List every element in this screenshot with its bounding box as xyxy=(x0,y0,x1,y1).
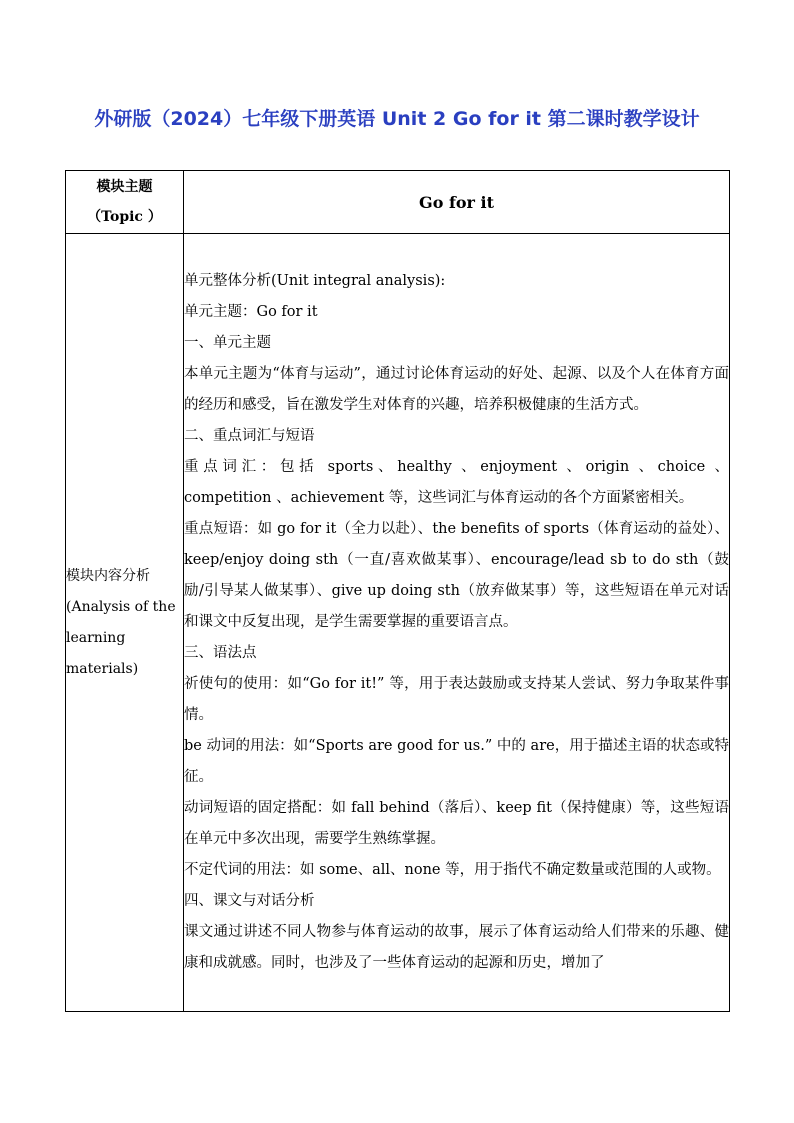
vocabulary-paragraph: 重点词汇：包括 sports、healthy 、enjoyment 、origin 、choice 、competition 、achievement 等，这些词汇与体育运动的各个方面紧密相关。 xyxy=(184,459,729,506)
analysis-heading: 单元整体分析(Unit integral analysis): xyxy=(184,273,446,289)
analysis-label-en-1: (Analysis of the xyxy=(66,598,176,615)
text-analysis-paragraph: 课文通过讲述不同人物参与体育运动的故事，展示了体育运动给人们带来的乐趣、健康和成就感。同时，也涉及了一些体育运动的起源和历史，增加了 xyxy=(184,924,729,971)
grammar-be-verb: be 动词的用法：如“Sports are good for us.” 中的 are，用于描述主语的状态或特征。 xyxy=(184,738,729,785)
topic-value: Go for it xyxy=(184,171,730,234)
topic-label-cell xyxy=(66,171,184,234)
unit-theme-line: 单元主题：Go for it xyxy=(184,304,318,320)
topic-row xyxy=(66,171,730,234)
analysis-label-en-3: materials) xyxy=(66,660,139,677)
phrases-paragraph: 重点短语：如 go for it（全力以赴）、the benefits of sports（体育运动的益处）、keep/enjoy doing sth（一直/喜欢做某事）、encourage/lead sb to do sth（鼓励/引导某人做某事）、give up doing sth（放弃做某事）等，这些短语在单元对话和课文中反复出现，是学生需要掌握的重要语言点。 xyxy=(184,521,729,630)
grammar-indefinite-pronouns: 不定代词的用法：如 some、all、none 等，用于指代不确定数量或范围的人或物。 xyxy=(184,862,721,878)
section-heading-grammar: 三、语法点 xyxy=(184,645,257,661)
analysis-row xyxy=(66,234,730,1012)
analysis-label-en-2: learning xyxy=(66,629,126,646)
topic-label-cn: 模块主题 xyxy=(96,179,153,195)
topic-label-en: （Topic ） xyxy=(87,209,162,225)
grammar-verb-phrases: 动词短语的固定搭配：如 fall behind（落后）、keep fit（保持健康）等，这些短语在单元中多次出现，需要学生熟练掌握。 xyxy=(184,800,729,847)
analysis-label-cn: 模块内容分析 xyxy=(66,567,150,584)
analysis-content xyxy=(184,234,730,1012)
section-heading-text-analysis: 四、课文与对话分析 xyxy=(184,893,315,909)
section-heading-theme: 一、单元主题 xyxy=(184,335,271,351)
grammar-imperative: 祈使句的使用：如“Go for it!” 等，用于表达鼓励或支持某人尝试、努力争取某件事情。 xyxy=(184,676,729,723)
theme-paragraph: 本单元主题为“体育与运动”，通过讨论体育运动的好处、起源、以及个人在体育方面的经历和感受，旨在激发学生对体育的兴趣，培养积极健康的生活方式。 xyxy=(184,366,729,413)
page-title: 外研版（2024）七年级下册英语 Unit 2 Go for it 第二课时教学设计 xyxy=(94,108,700,130)
section-heading-vocabulary: 二、重点词汇与短语 xyxy=(184,428,315,444)
lesson-design-table xyxy=(65,170,730,1012)
analysis-label-cell xyxy=(66,234,184,1012)
